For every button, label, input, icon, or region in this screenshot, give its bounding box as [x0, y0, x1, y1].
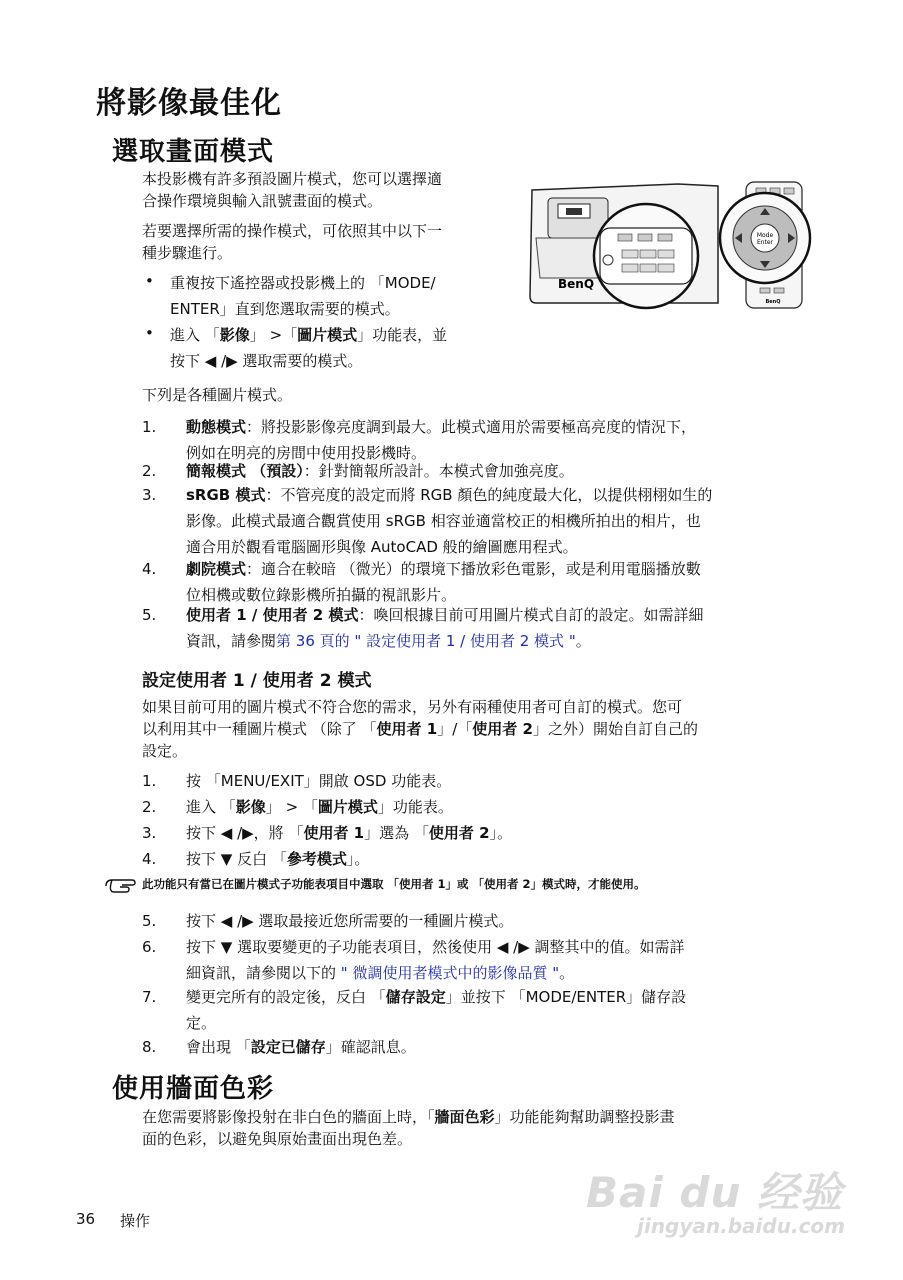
page-number: 36	[76, 1210, 96, 1228]
list-intro: 下列是各種圖片模式。	[142, 386, 293, 404]
step-item: 按下 ▼ 選取要變更的子功能表項目，然後使用 ◀ /▶ 調整其中的值。如需詳 細資訊，請參閱以下的 " 微調使用者模式中的影像品質 "。	[186, 938, 685, 982]
list-number: 2.	[142, 462, 157, 480]
wall-color-paragraph: 在您需要將影像投射在非白色的牆面上時，「牆面色彩」功能能夠幫助調整投影畫 面的色彩，以避免與原始畫面出現色差。	[142, 1108, 675, 1148]
svg-text:Enter: Enter	[756, 239, 774, 246]
list-number: 4.	[142, 560, 157, 578]
bullet-item-mode-enter: 重複按下遙控器或投影機上的 「MODE/ ENTER」直到您選取需要的模式。	[170, 274, 436, 318]
svg-text:Mode: Mode	[756, 232, 774, 239]
step-number: 1.	[142, 772, 157, 790]
step-item: 按下 ◀ /▶ 選取最接近您所需要的一種圖片模式。	[186, 912, 514, 930]
bullet-item-menu: 進入 「影像」 >「圖片模式」功能表，並 按下 ◀ /▶ 選取需要的模式。	[170, 326, 448, 370]
projector-remote-illustration	[528, 178, 828, 313]
step-number: 4.	[142, 850, 157, 868]
footer-section-label: 操作	[120, 1212, 151, 1230]
intro-paragraph-2: 若要選擇所需的操作模式，可依照其中以下一 種步驟進行。	[142, 222, 443, 262]
list-item-cinema: 劇院模式：適合在較暗 （微光）的環境下播放彩色電影，或是利用電腦播放數 位相機或數位錄影機所拍攝的視訊影片。	[186, 560, 701, 604]
section-title-wall-color: 使用牆面色彩	[112, 1074, 275, 1104]
intro-paragraph-1: 本投影機有許多預設圖片模式，您可以選擇適 合操作環境與輸入訊號畫面的模式。	[142, 170, 443, 210]
step-number: 7.	[142, 988, 157, 1006]
pointing-hand-note-icon	[104, 876, 138, 896]
list-item-presentation: 簡報模式 （預設）：針對簡報所設計。本模式會加強亮度。	[186, 462, 574, 480]
step-item: 變更完所有的設定後，反白 「儲存設定」並按下 「MODE/ENTER」儲存設 定。	[186, 988, 687, 1032]
list-item-dynamic: 動態模式：將投影影像亮度調到最大。此模式適用於需要極高亮度的情況下， 例如在明亮的房間中使用投影機時。	[186, 418, 697, 462]
svg-text:BenQ: BenQ	[765, 299, 781, 305]
step-item: 進入 「影像」 > 「圖片模式」功能表。	[186, 798, 453, 816]
link-user-mode-page[interactable]: 第 36 頁的 " 設定使用者 1 / 使用者 2 模式 "	[276, 632, 576, 650]
step-number: 6.	[142, 938, 157, 956]
bullet-dot: •	[145, 272, 154, 290]
list-number: 3.	[142, 486, 157, 504]
list-number: 5.	[142, 606, 157, 624]
step-item: 按下 ▼ 反白 「參考模式」。	[186, 850, 370, 868]
subsection-paragraph: 如果目前可用的圖片模式不符合您的需求，另外有兩種使用者可自訂的模式。您可 以利用其中一種圖片模式 （除了 「使用者 1」/「使用者 2」之外）開始自訂自己的 設定。	[142, 698, 698, 760]
step-number: 8.	[142, 1038, 157, 1056]
step-number: 2.	[142, 798, 157, 816]
brand-logo: BenQ	[558, 277, 595, 291]
step-number: 5.	[142, 912, 157, 930]
list-item-srgb: sRGB 模式：不管亮度的設定而將 RGB 顏色的純度最大化，以提供栩栩如生的 影像。此模式最適合觀賞使用 sRGB 相容並適當校正的相機所拍出的相片，也 適合用於觀看電腦圖形與像 AutoCAD 般的繪圖應用程式。	[186, 486, 713, 556]
step-number: 3.	[142, 824, 157, 842]
subsection-title: 設定使用者 1 / 使用者 2 模式	[142, 671, 372, 691]
link-fine-tune[interactable]: " 微調使用者模式中的影像品質 "	[336, 964, 560, 982]
note-text: 此功能只有當已在圖片模式子功能表項目中選取 「使用者 1」或 「使用者 2」模式時，才能使用。	[142, 877, 646, 891]
page-title: 將影像最佳化	[96, 86, 282, 121]
step-item: 按 「MENU/EXIT」開啟 OSD 功能表。	[186, 772, 452, 790]
list-item-user-mode: 使用者 1 / 使用者 2 模式：喚回根據目前可用圖片模式自訂的設定。如需詳細 資訊，請參閱第 36 頁的 " 設定使用者 1 / 使用者 2 模式 "。	[186, 606, 704, 650]
watermark-logo: Bai du 经验	[586, 1168, 843, 1217]
step-item: 按下 ◀ /▶，將 「使用者 1」選為 「使用者 2」。	[186, 824, 513, 842]
watermark-url: jingyan.baidu.com	[637, 1214, 845, 1238]
section-title-picture-mode: 選取畫面模式	[112, 137, 275, 167]
step-item: 會出現 「設定已儲存」確認訊息。	[186, 1038, 416, 1056]
list-number: 1.	[142, 418, 157, 436]
bullet-dot: •	[145, 324, 154, 342]
